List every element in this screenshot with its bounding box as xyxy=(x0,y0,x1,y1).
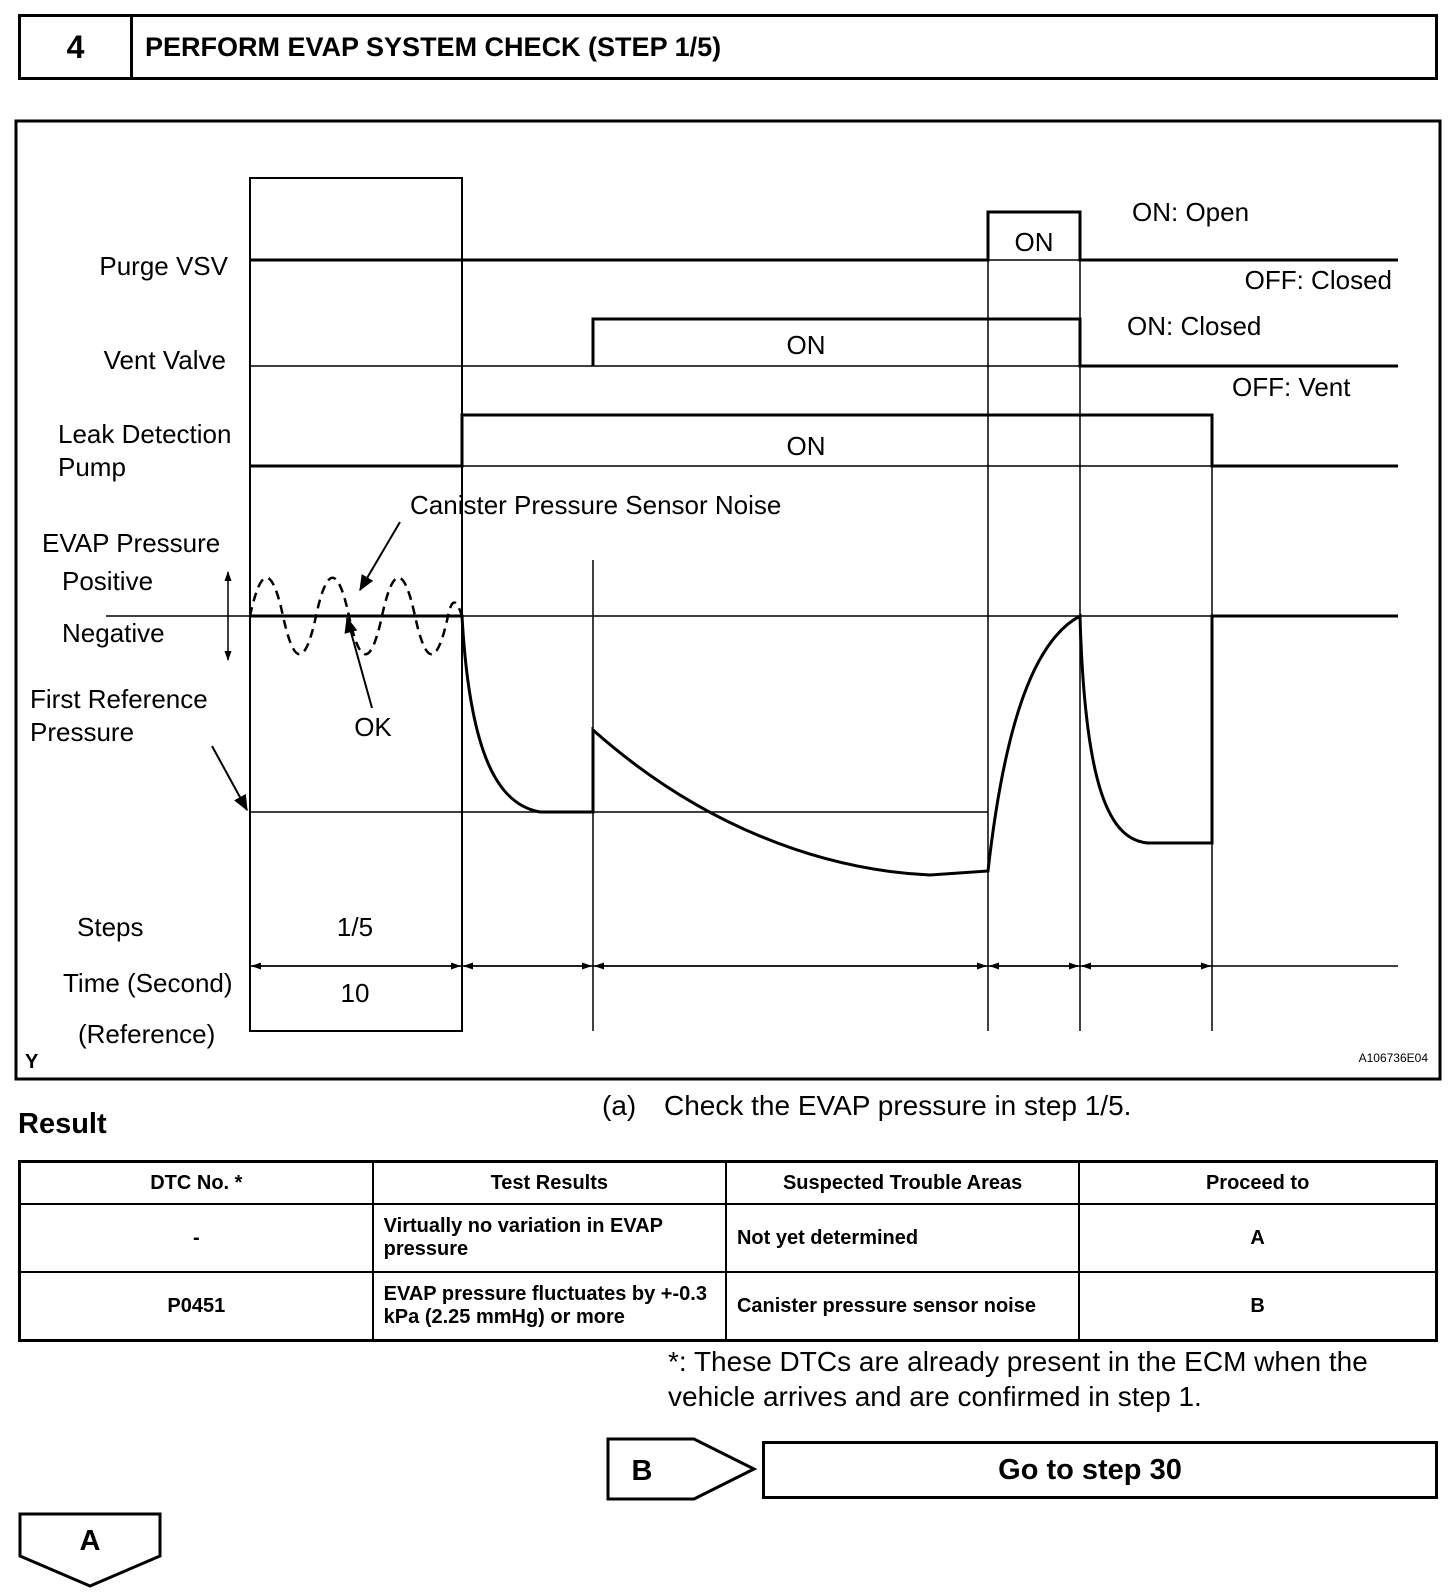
evap-pressure-trace xyxy=(250,616,1398,875)
caption-label: (a) xyxy=(602,1090,637,1121)
result-heading: Result xyxy=(18,1108,107,1140)
pump-on-label: ON xyxy=(786,431,826,461)
cell-trouble-area: Not yet determined xyxy=(726,1204,1079,1272)
vent-off-state: OFF: Vent xyxy=(1232,372,1351,402)
cell-dtc: - xyxy=(20,1204,373,1272)
branch-a-arrow[interactable] xyxy=(18,1512,164,1590)
branch-b-label: B xyxy=(631,1455,653,1487)
time-label: Time (Second) xyxy=(63,968,233,998)
step-number: 4 xyxy=(21,17,133,77)
first-reference-label-line2: Pressure xyxy=(30,717,135,747)
positive-label: Positive xyxy=(62,566,154,596)
purge-off-state: OFF: Closed xyxy=(1244,265,1392,295)
cell-dtc: P0451 xyxy=(20,1272,373,1341)
ok-label: OK xyxy=(354,712,392,742)
evap-pressure-label: EVAP Pressure xyxy=(42,528,221,558)
vent-valve-signal xyxy=(593,319,1398,366)
purge-vsv-label: Purge VSV xyxy=(99,251,228,281)
step-value: 1/5 xyxy=(336,912,374,942)
header-trouble-areas: Suspected Trouble Areas xyxy=(726,1162,1079,1205)
negative-label: Negative xyxy=(62,618,165,648)
header-dtc: DTC No. * xyxy=(20,1162,373,1205)
phase-divider-lines xyxy=(462,212,1212,1031)
caption-text: Check the EVAP pressure in step 1/5. xyxy=(664,1090,1132,1121)
reference-label: (Reference) xyxy=(78,1019,216,1049)
step-1-5-box xyxy=(250,178,462,1031)
go-to-step-30-button[interactable] xyxy=(762,1441,1438,1499)
vent-on-label: ON xyxy=(786,330,826,360)
ok-arrow xyxy=(347,618,372,708)
vent-on-state: ON: Closed xyxy=(1127,311,1262,341)
branch-b-arrow[interactable] xyxy=(606,1437,758,1501)
leak-pump-label: Leak Detection xyxy=(58,419,232,449)
purge-on-label: ON xyxy=(1014,227,1054,257)
vent-valve-label: Vent Valve xyxy=(103,345,226,375)
time-value: 10 xyxy=(340,978,370,1008)
header-test-results: Test Results xyxy=(373,1162,726,1205)
cell-proceed: B xyxy=(1079,1272,1436,1341)
go-to-step-label: Go to step 30 xyxy=(998,1453,1182,1486)
first-reference-arrow xyxy=(212,746,247,810)
result-table xyxy=(18,1160,1438,1342)
cell-test-result: EVAP pressure fluctuates by +-0.3 kPa (2.25 mmHg) or more xyxy=(373,1272,726,1341)
figure-id: A106736E04 xyxy=(1358,1051,1428,1065)
first-reference-label: First Reference xyxy=(30,684,208,714)
table-row xyxy=(20,1272,1437,1341)
instruction-caption xyxy=(602,1090,1131,1122)
purge-on-state: ON: Open xyxy=(1132,197,1250,227)
cell-proceed: A xyxy=(1079,1204,1436,1272)
header-proceed: Proceed to xyxy=(1079,1162,1436,1205)
leak-pump-label-line2: Pump xyxy=(58,452,126,482)
step-title: PERFORM EVAP SYSTEM CHECK (STEP 1/5) xyxy=(145,31,722,62)
dtc-footnote: *: These DTCs are already present in the ECM when the vehicle arrives and are confirmed in step 1. xyxy=(668,1346,1368,1412)
corner-mark: Y xyxy=(25,1051,39,1073)
table-header-row xyxy=(20,1162,1437,1205)
table-row xyxy=(20,1204,1437,1272)
noise-label: Canister Pressure Sensor Noise xyxy=(410,490,782,520)
diagram-frame xyxy=(16,121,1440,1079)
cell-test-result: Virtually no variation in EVAP pressure xyxy=(373,1204,726,1272)
branch-a-label: A xyxy=(79,1525,101,1557)
cell-trouble-area: Canister pressure sensor noise xyxy=(726,1272,1079,1341)
steps-label: Steps xyxy=(77,912,144,942)
